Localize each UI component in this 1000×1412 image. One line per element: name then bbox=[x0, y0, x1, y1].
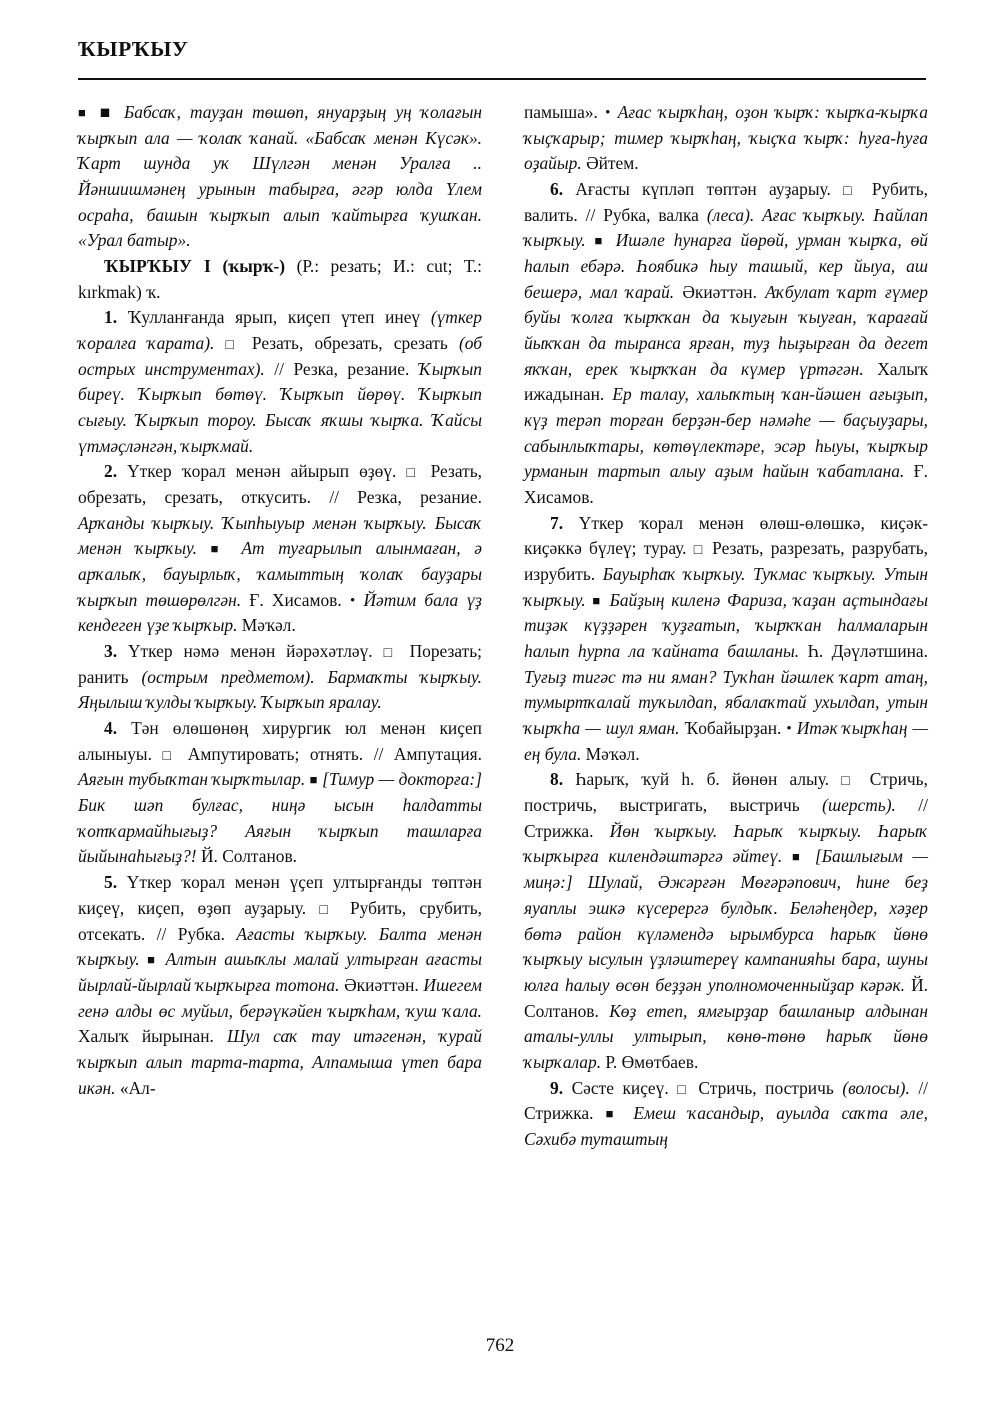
sense-citation-2: Туғыҙ тигәс тә ни яман? Туҡһан йәшлек ҡарт атаң, тумыртҡалай туҡылдап, ябалаҡтай ухылдап, утын ҡырҡһа — шул яман. bbox=[524, 666, 928, 739]
sense-7 bbox=[524, 511, 928, 768]
sense-1 bbox=[78, 305, 482, 459]
sense-number: 1. bbox=[104, 307, 118, 328]
running-head: ҠЫРҠЫУ bbox=[78, 37, 189, 61]
sense-5 bbox=[78, 870, 482, 1101]
sense-citation-3-source: Ғ. Хисамов. bbox=[524, 461, 928, 508]
sense-number: 6. bbox=[550, 179, 564, 200]
sense-proverb: Йәтим бала үҙ кендеген үҙе ҡырҡыр. bbox=[78, 589, 482, 636]
sense-4 bbox=[78, 716, 482, 870]
sense-citation-2-source: Р. Өмөтбаев. bbox=[605, 1051, 699, 1072]
two-column-body bbox=[78, 100, 928, 1300]
sense-russian-noun: // Стрижка. bbox=[524, 795, 928, 841]
sense-examples: Ағас ҡырҡыу. Һайлап ҡырҡыу. bbox=[524, 204, 928, 251]
page-number: 762 bbox=[485, 1335, 515, 1356]
headword-pos: ҡ. bbox=[146, 281, 161, 302]
headword-stem: (ҡырҡ-) bbox=[222, 256, 286, 277]
sense-citation: Емеш ҡасандыр, ауылда саҡта әле, Сәхибә туташтың bbox=[524, 1103, 928, 1149]
sense-citation-2: Көҙ етеп, ямғырҙар башланыр алдынан аталы-уллы ултырып, көнө-төнө һарыҡ йөнө ҡырҡалар. bbox=[524, 1000, 928, 1072]
sense-definition-qualifier: (үткер ҡоралға ҡарата). bbox=[78, 307, 482, 354]
sense-number: 9. bbox=[550, 1077, 564, 1098]
sense-definition-bsh: Үткер ҡорал менән өлөш-өлөшкә, киҫәк-киҫәккә бүлеү; турау. bbox=[524, 512, 928, 559]
open-square-icon bbox=[406, 461, 420, 481]
bullet-icon bbox=[786, 718, 791, 738]
sense-russian-qualifier: (леса). bbox=[706, 204, 755, 225]
sense-number: 3. bbox=[104, 641, 118, 662]
sense-definition-bsh: Сәсте киҫеү. bbox=[571, 1077, 669, 1098]
entry-headword-line bbox=[78, 254, 482, 305]
sense-citation-source: Ғ. Хисамов. bbox=[249, 589, 342, 610]
filled-square-icon bbox=[211, 538, 228, 558]
open-square-icon bbox=[694, 538, 705, 558]
open-square-icon bbox=[384, 641, 399, 661]
sense-citation-source: Й. Солтанов. bbox=[524, 974, 928, 1021]
sense-2 bbox=[78, 459, 482, 639]
sense-russian-qualifier: (об острых инструментах). bbox=[78, 333, 482, 379]
open-square-icon bbox=[226, 333, 241, 353]
continuation-paragraph: ■ ■ Бабсаҡ, тауҙан төшөп, януарҙың уң ҡолағын ҡырҡып ала — ҡолаҡ ҡанай. «Бабсаҡ менән Күсәк». Ҡарт шунда уҡ Шүлгән менән Уралға .. Йәншишмәнең урынын табырға, әгәр юлда Үлем осраһа, башын ҡырҡып алып ҡайтырға ҡушҡан. «Урал батыр». bbox=[78, 100, 482, 254]
sense-citation-source: Й. Солтанов. bbox=[200, 846, 298, 867]
sense-citation: Ишәле һунарға йөрөй, урман ҡырҡа, өй һалып ебәрә. Һоябикә һыу ташый, кер йыуа, аш бешерә, мал ҡарай. bbox=[524, 230, 928, 302]
sense-russian-gloss: Порезать; ранить bbox=[78, 641, 482, 687]
sense-number: 4. bbox=[104, 718, 118, 739]
open-square-icon bbox=[163, 744, 178, 764]
sense-proverb-source: Мәҡәл. bbox=[585, 743, 640, 764]
sense-examples: Йөн ҡырҡыу. Һарыҡ ҡырҡыу. Һарыҡ ҡырҡырға килендәштәргә әйтеү. bbox=[524, 820, 928, 867]
sense-russian-noun: // Рубка, валка bbox=[585, 204, 699, 225]
sense-definition-bsh: Ағасты күпләп төптән ауҙарыу. bbox=[575, 179, 831, 200]
sense-8 bbox=[524, 767, 928, 1075]
sense-definition-bsh: Үткер ҡорал менән айырып өҙөү. bbox=[127, 461, 397, 482]
filled-square-icon bbox=[592, 590, 602, 610]
sense-citation-source: Һ. Дәүләтшина. bbox=[807, 641, 928, 662]
sense-examples: Аяғын тубыҡтан ҡырҡтылар. bbox=[78, 769, 306, 790]
sense-citation-3: Ер талау, халыҡтың ҡан-йәшен ағыҙып, күҙ терәп торған берҙән-бер нәмәһе — баҫыуҙары, сабынлыҡтары, көтөүлектәре, эсәр һыуы, ҡырҡыр урманын тартып алыу аҙым һайын ҡабатлана. bbox=[524, 384, 928, 482]
filled-square-icon bbox=[792, 846, 805, 866]
bullet-icon bbox=[350, 590, 355, 610]
proverb-text: Ағас ҡырҡһаң, оҙон ҡырҡ: ҡырҡа-ҡырҡа ҡыҫҡарыр; тимер ҡырҡһаң, ҡыҫҡа ҡырҡ: һуға-һуға оҙайыр. bbox=[524, 102, 928, 174]
sense-3 bbox=[78, 639, 482, 716]
sense-proverb: Итәк ҡырҡһаң — ең була. bbox=[524, 718, 928, 764]
sense-examples: Бауырһаҡ ҡырҡыу. Туҡмас ҡырҡыу. Утын ҡырҡыу. bbox=[524, 564, 928, 610]
sense-citation: Байҙың киленә Фариза, ҡаҙан аҫтындағы тиҙәк күҙҙәрен ҡуҙғатып, ҡырҡҡан һалмаларын һалып һурпа ла ҡайната башланы. bbox=[524, 589, 928, 662]
sense-russian-noun: // Рубка. bbox=[156, 923, 225, 944]
sense-russian-gloss: Резать, обрезать, срезать bbox=[251, 333, 448, 354]
sense-citation-2-source: Халыҡ ижадынан. bbox=[524, 358, 928, 405]
sense-definition-bsh: Тән өлөшөнөң хирургик юл менән киҫеп алыныуы. bbox=[78, 718, 482, 764]
sense-citation: Ат туғарылып алынмаған, ә арҡалыҡ, бауырлыҡ, ҡамыттың ҡолаҡ бауҙары ҡырҡып төшөрөлгән. bbox=[78, 538, 483, 610]
sense-examples: Арҡанды ҡырҡыу. Ҡыпһыуыр менән ҡырҡыу. Бысаҡ менән ҡырҡыу. bbox=[78, 512, 482, 559]
filled-square-icon bbox=[78, 102, 91, 122]
sense-examples: Ағасты ҡырҡыу. Балта менән ҡырҡыу. bbox=[78, 923, 483, 970]
sense-russian-gloss: Резать, разрезать, разрубать, изрубить. bbox=[524, 538, 928, 585]
bullet-icon bbox=[605, 102, 610, 122]
sense-citation: [Башлығым — миңә:] Шулай, Әжәрғән Мөғәрәпович, һине беҙ яуаплы эшкә күсерергә булдыҡ. Беләһеңдер, хәҙер бөтә район күләмендә ырымбурса һарыҡ йөнө ҡырҡыу ысулын үҙләштереү кампанияһы бара, шуны юлға һалыу өсөн беҙҙән уполномоченныйҙар кәрәк. bbox=[524, 846, 928, 995]
sense-definition-bsh: Ҡулланғанда ярып, киҫеп үтеп инеү bbox=[127, 307, 421, 328]
sense-proverb-source: Мәҡәл. bbox=[241, 615, 296, 636]
sense-russian-noun: // Стрижка. bbox=[524, 1077, 929, 1124]
sense-russian-gloss: Рубить, валить. bbox=[524, 179, 928, 225]
sense-citation-2: Аҡбулат ҡарт ғүмер буйы ҡолға ҡырҡҡан да ҡыуғын ҡыуған, ҡарағай йыҡҡан да тыранса ярған, туҙ һыҙырған да дегет яҡҡан, ерек ҡырҡҡан да күмер үртәгән. bbox=[524, 281, 928, 379]
filled-square-icon bbox=[310, 769, 318, 789]
sense-russian-noun: // Резка, резание. bbox=[274, 358, 410, 379]
carryover-paragraph bbox=[524, 100, 928, 177]
sense-examples: Бармаҡты ҡырҡыу. Яңылыш ҡулды ҡырҡыу. Ҡырҡып яралау. bbox=[78, 666, 482, 713]
sense-russian-gloss: Ампутировать; отнять. bbox=[187, 743, 364, 764]
sense-number: 8. bbox=[550, 769, 564, 790]
sense-9 bbox=[524, 1076, 928, 1153]
sense-number: 5. bbox=[104, 872, 118, 893]
filled-square-icon bbox=[594, 230, 606, 250]
open-square-icon bbox=[841, 769, 857, 789]
sense-citation: [Тимур — докторға:] Бик шәп булғас, ниңә ысын һалдатты ҡотҡармайһығыҙ? Аяғын ҡырҡып ташларға йыйынаһығыҙ?! bbox=[78, 769, 482, 867]
sense-russian-noun: // Ампутация. bbox=[373, 743, 482, 764]
sense-definition-bsh: Үткер ҡорал менән үҫеп ултырғанды төптән киҫеү, киҫеп, өҙөп ауҙарыу. bbox=[78, 872, 482, 918]
carryover-text: памыша». bbox=[524, 102, 598, 122]
sense-citation-3: Шул саҡ тау итәгенән, ҡурай ҡырҡып алып тарта-тарта, Алпамыша үтеп бара икән. bbox=[78, 1026, 482, 1098]
sense-citation-source: Әкиәттән. bbox=[682, 281, 757, 302]
sense-definition-bsh: Һарыҡ, ҡуй һ. б. йөнөн алыу. bbox=[575, 769, 830, 790]
proverb-source: Әйтем. bbox=[586, 153, 639, 174]
sense-russian-qualifier: (острым предметом). bbox=[141, 666, 315, 687]
sense-citation-2-source: Ҡобайырҙан. bbox=[684, 718, 782, 739]
sense-definition-bsh: Үткер нәмә менән йәрәхәтләү. bbox=[127, 641, 373, 662]
sense-russian-qualifier: (волосы). bbox=[842, 1077, 910, 1098]
sense-russian-qualifier: (шерсть). bbox=[822, 795, 896, 816]
open-square-icon bbox=[843, 179, 859, 199]
header-rule bbox=[78, 78, 926, 80]
left-column bbox=[78, 100, 482, 1300]
sense-citation: Алтын ашыҡлы малай ултырған ағасты йырлай-йырлай ҡырҡырға тотона. bbox=[78, 949, 482, 995]
open-square-icon bbox=[319, 898, 336, 918]
sense-russian-gloss: Стричь, постричь bbox=[698, 1077, 834, 1098]
sense-citation-2-source: Халыҡ йырынан. bbox=[78, 1026, 214, 1047]
sense-examples: Ҡырҡып биреү. Ҡырҡып бөтөү. Ҡырҡып йөрөү. Ҡырҡып сығыу. Ҡырҡып тороу. Бысаҡ яҡшы ҡырҡа. Ҡайсы үтмәҫләнгән, ҡырҡмай. bbox=[78, 358, 482, 456]
headword-glosses: (Р.: резать; И.: cut; Т.: kırkmak) bbox=[78, 256, 482, 302]
sense-citation-source: Әкиәттән. bbox=[344, 974, 419, 995]
sense-number: 7. bbox=[550, 512, 564, 533]
sense-russian-noun: // Резка, резание. bbox=[329, 487, 482, 508]
sense-number: 2. bbox=[104, 461, 118, 482]
headword: ҠЫРҠЫУ I bbox=[104, 256, 212, 277]
sense-citation-2: Ишегем генә алды өс муйыл, берәүкәйен ҡырҡһам, ҡуш ҡала. bbox=[78, 974, 482, 1021]
open-square-icon bbox=[677, 1078, 690, 1098]
filled-square-icon bbox=[606, 1103, 622, 1123]
sense-russian-gloss: Резать, обрезать, срезать, откусить. bbox=[78, 461, 482, 508]
sense-russian-gloss: Рубить, срубить, отсекать. bbox=[78, 897, 483, 944]
sense-russian-gloss: Стричь, постричь, выстригать, выстричь bbox=[524, 769, 928, 816]
filled-square-icon bbox=[147, 949, 158, 969]
sense-6 bbox=[524, 177, 928, 511]
sense-citation-3-carryover: «Ал- bbox=[119, 1077, 156, 1098]
right-column bbox=[524, 100, 928, 1300]
